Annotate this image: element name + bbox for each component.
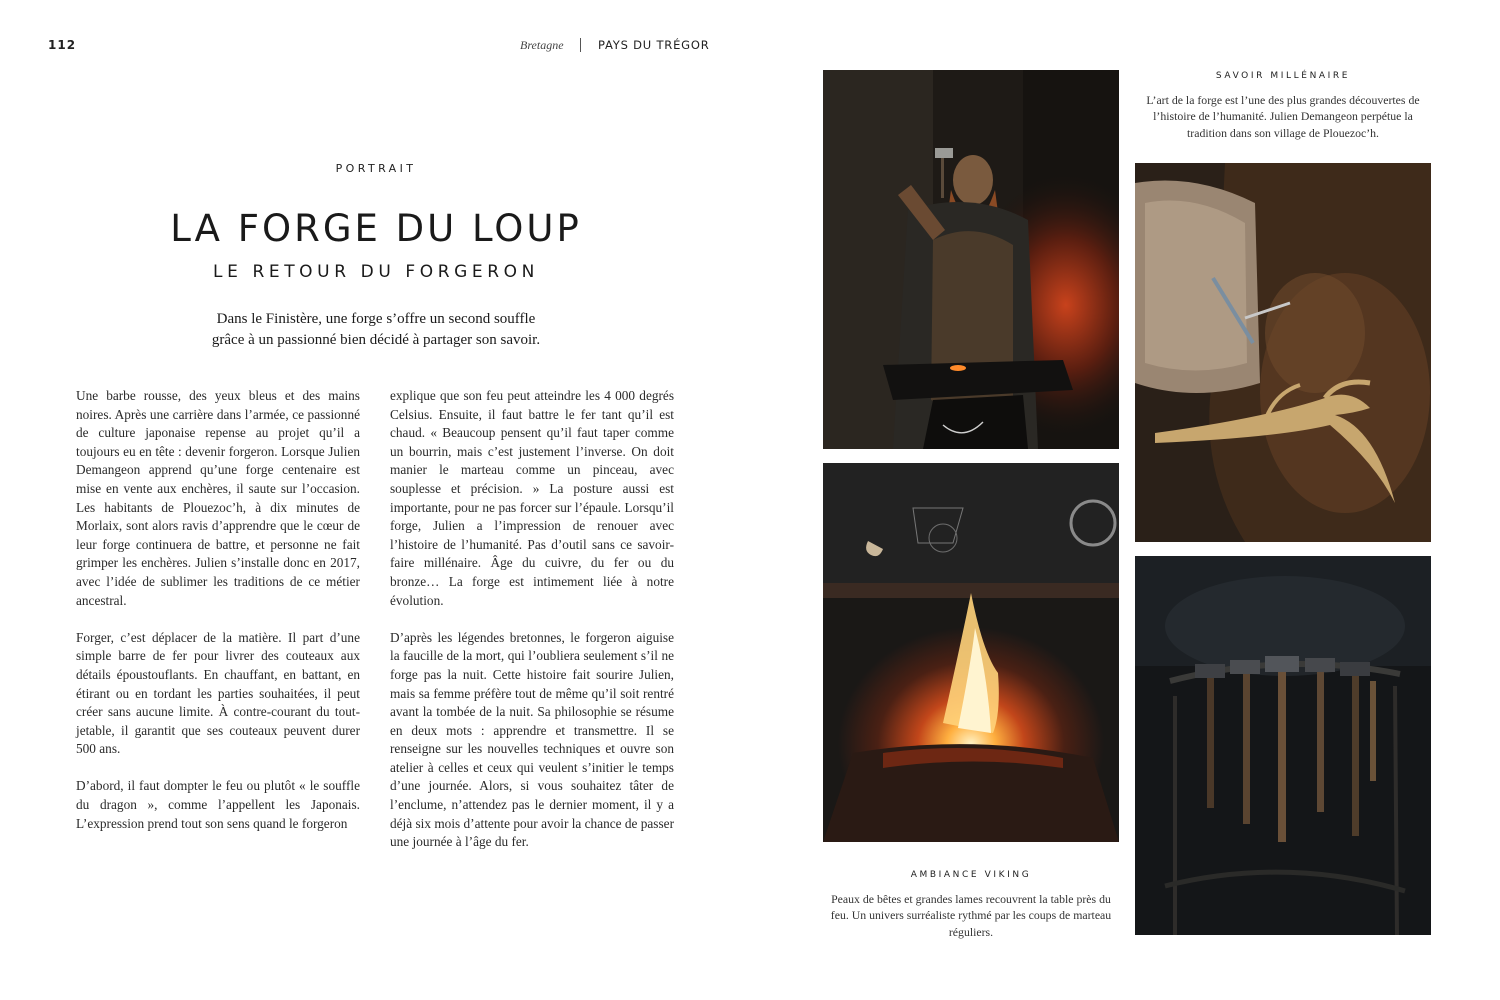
article-subtitle: LE RETOUR DU FORGERON: [213, 262, 539, 282]
photo-hammer-rack: [1135, 556, 1431, 935]
header-divider: [580, 38, 581, 52]
caption-heading-ambiance: AMBIANCE VIKING: [910, 870, 1032, 880]
blacksmith-image: [823, 70, 1119, 449]
fire-image: [823, 463, 1119, 842]
article-kicker: PORTRAIT: [335, 162, 417, 175]
caption-heading-savoir: SAVOIR MILLÉNAIRE: [1215, 71, 1351, 81]
photo-furs-antler: [1135, 163, 1431, 542]
body-paragraph: Forger, c’est déplacer de la matière. Il part d’une simple barre de fer pour livrer des couteaux aux détails époustouflants. En chauffant, en battant, en étirant ou en tordant les parties souhaitées, il peut créer sans aucune limite. À contre-courant du tout-jetable, il garantit que ses couteaux peuvent durer 500 ans.: [76, 629, 360, 757]
body-column-left: [76, 387, 360, 852]
photo-blacksmith: [823, 70, 1119, 449]
body-column-right: [390, 387, 674, 870]
body-paragraph: D’après les légendes bretonnes, le forgeron aiguise la faucille de la mort, qui l’oubliera seulement s’il ne forge pas la nuit. Cette histoire fait sourire Julien, mais sa femme préfère tout de même qu’il soit rentré avant la tombée de la nuit. Sa philosophie se résume en deux mots : apprendre et transmettre. Il se renseigne sur les nouvelles techniques et ouvre son atelier à celles et ceux qui veulent s’initier le temps d’une journée. Alors, si vous souhaitez tâter de l’enclume, n’attendez pas le dernier moment, il y a déjà six mois d’attente pour avoir la chance de passer une journée à l’âge du fer.: [390, 629, 674, 850]
caption-text-ambiance: Peaux de bêtes et grandes lames recouvrent la table près du feu. Un univers surréaliste rythmé par les coups de marteau réguliers.: [830, 892, 1112, 939]
furs-image: [1135, 163, 1431, 542]
header-section: PAYS DU TRÉGOR: [598, 38, 710, 52]
photo-forge-fire: [823, 463, 1119, 842]
body-paragraph: Une barbe rousse, des yeux bleus et des mains noires. Après une carrière dans l’armée, ce passionné de culture japonaise repense au projet qu’il a toujours eu en tête : devenir forgeron. Lorsque Julien Demangeon apprend qu’une forge centenaire est mise en vente aux enchères, il saute sur l’occasion. Les habitants de Plouezoc’h, à dix minutes de Morlaix, sont alors ravis d’apprendre que le cœur de leur forge continuera de battre, et personne ne fait grimper les enchères. Julien s’installe donc en 2017, avec l’idée de sublimer les traditions de ce métier ancestral.: [76, 388, 360, 608]
hammers-image: [1135, 556, 1431, 935]
article-title: LA FORGE DU LOUP: [170, 207, 582, 250]
caption-text-savoir: L’art de la forge est l’une des plus grandes découvertes de l’histoire de l’humanité. Julien Demangeon perpétue la tradition dans son village de Plouezoc’h.: [1146, 93, 1420, 140]
body-paragraph: D’abord, il faut dompter le feu ou plutôt « le souffle du dragon », comme l’appellent les Japonais. L’expression prend tout son sens quand le forgeron: [76, 778, 360, 831]
body-paragraph: explique que son feu peut atteindre les 4 000 degrés Celsius. Ensuite, il faut battre le fer tant qu’il est chaud. « Beaucoup pensent qu’il faut taper comme un bourrin, mais c’est justement l’inverse. On doit manier le marteau comme un pinceau, avec souplesse et précision. » La posture aussi est importante, pour ne pas forcer sur l’épaule. Lorsqu’il forge, Julien a l’impression de renouer avec l’histoire de l’humanité. Pas d’outil sans ce savoir-faire millénaire. Âge du cuivre, du fer ou du bronze… La forge est intimement liée à notre évolution.: [390, 388, 674, 608]
lede-line: grâce à un passionné bien décidé à partager son savoir.: [211, 331, 541, 348]
lede-line: Dans le Finistère, une forge s’offre un second souffle: [216, 311, 536, 327]
header-region: Bretagne: [520, 38, 564, 52]
article-lede: [76, 309, 676, 350]
page-number: 112: [48, 38, 77, 52]
